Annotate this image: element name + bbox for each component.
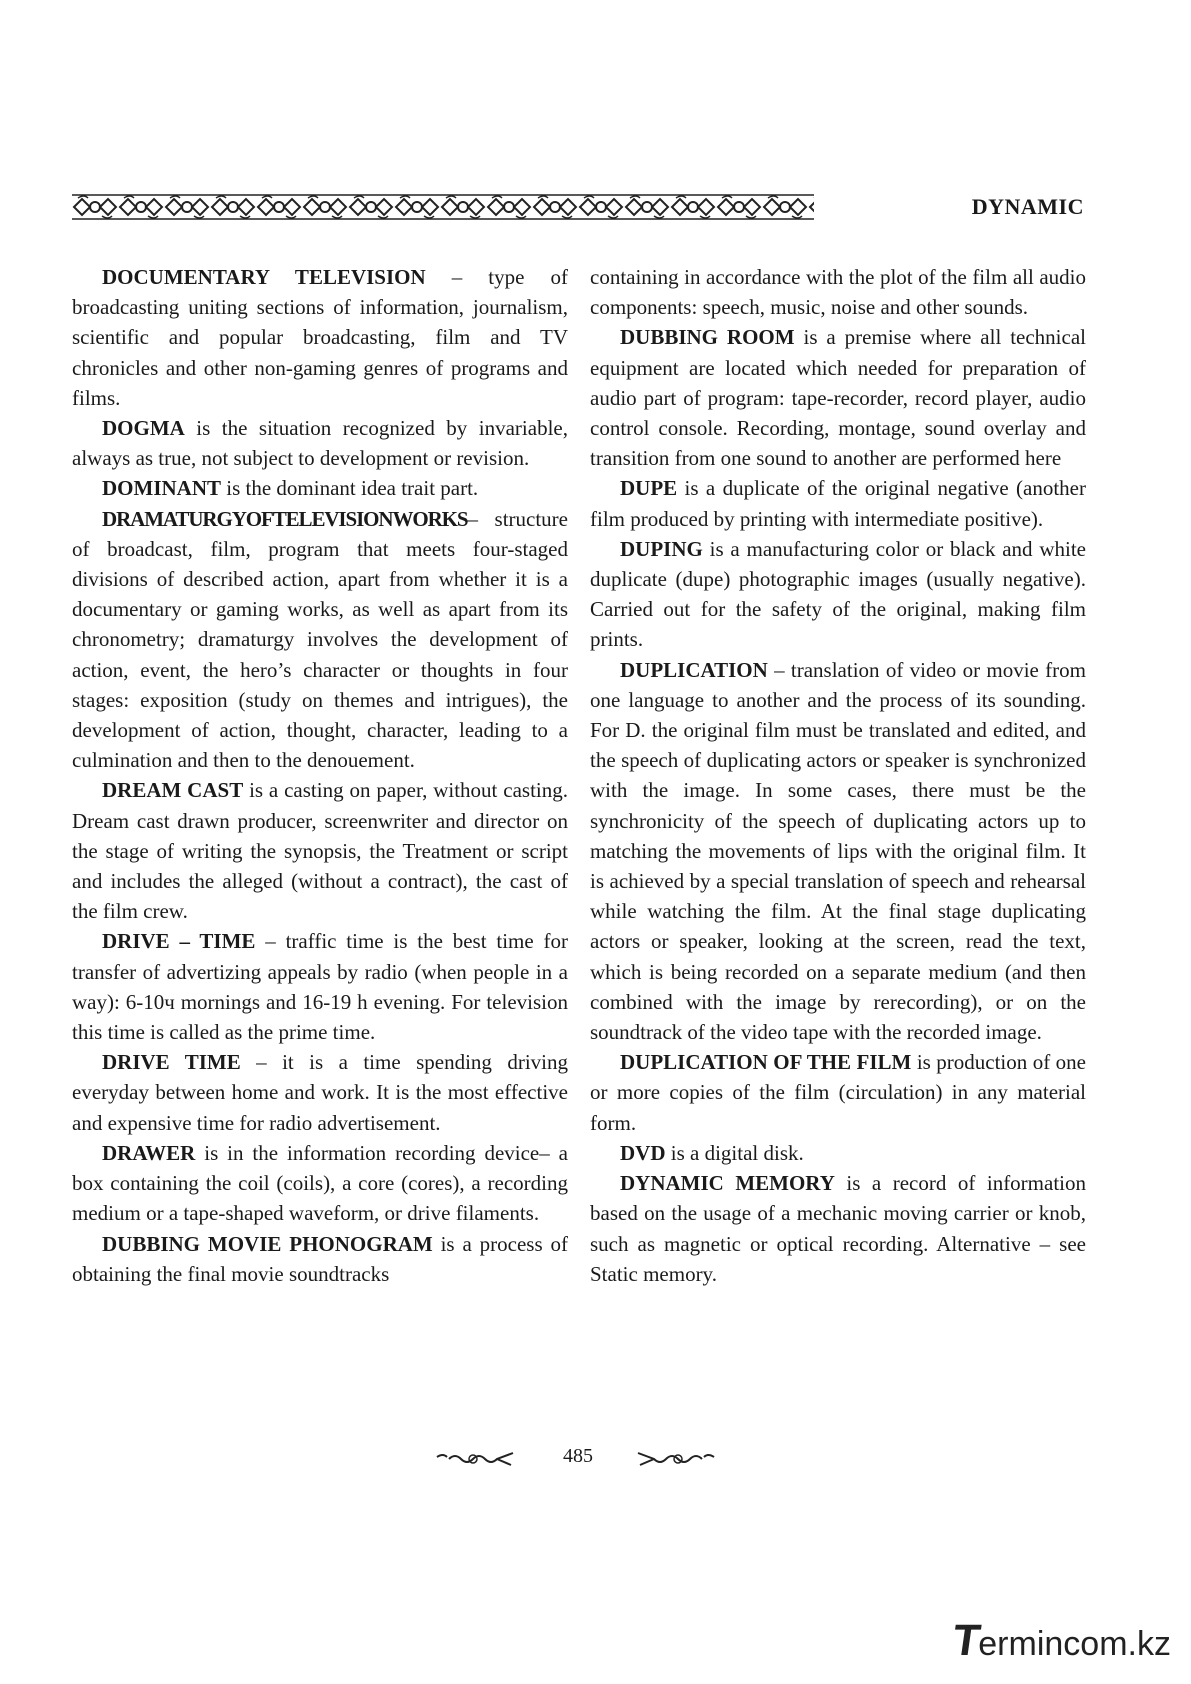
entry-term: DOMINANT: [102, 476, 221, 501]
running-head: DYNAMIC: [971, 194, 1084, 219]
entry-duplication-of-the-film: [590, 1047, 1086, 1138]
entry-drawer: [72, 1138, 568, 1229]
entry-definition: – it is a time spending driving everyday between home and work. It is the most effective and expensive time for radio advertisement.: [72, 1050, 568, 1135]
entry-dream-cast: [72, 775, 568, 926]
entry-term: DUBBING MOVIE PHONOGRAM: [102, 1231, 433, 1256]
entry-term: DRAMATURGYOFTELEVISIONWORKS: [102, 506, 468, 531]
entry-definition: is a digital disk.: [665, 1140, 804, 1165]
flourish-right-icon: [636, 1449, 716, 1469]
left-column: [72, 262, 568, 1289]
watermark-text-1: erminc: [978, 1625, 1081, 1663]
entry-definition: is a record of information based on the usage of a mechanic moving carrier or knob, such as magnetic or optical recording. Alternative – see Static memory.: [590, 1171, 1086, 1286]
entry-dubbing-room: [590, 322, 1086, 473]
entry-term: DVD: [620, 1140, 666, 1165]
entry-term: DRIVE TIME: [102, 1050, 241, 1075]
entry-definition: is production of one or more copies of the film (circulation) in any material form.: [590, 1050, 1087, 1135]
entry-dupe: [590, 473, 1086, 533]
entry-duping: [590, 534, 1086, 655]
entry-dvd: [590, 1138, 1086, 1168]
watermark-initial: T: [950, 1616, 984, 1665]
entry-duplication: [590, 655, 1086, 1048]
entry-definition: – structure of broadcast, film, program that meets four-staged divisions of described action, apart from whether it is a documentary or gaming works, as well as apart from its chronometry; dramaturgy involves the development of action, event, the hero’s character or thoughts in four stages: exposition (study on themes and intrigues), the development of action, thought, character, leading to a culmination and then to the denouement.: [72, 506, 568, 773]
entry-definition: is a process of obtaining the final movie soundtracks: [72, 1231, 568, 1286]
entry-definition: is a manufacturing color or black and white duplicate (dupe) photographic images (usually negative). Carried out for the safety of the original, making film prints.: [590, 536, 1086, 652]
entry-term: DUPING: [620, 536, 703, 561]
entry-definition: is the situation recognized by invariable, always as true, not subject to development or revision.: [72, 416, 568, 471]
entry-definition: is a duplicate of the original negative (another film produced by printing with intermediate positive).: [590, 476, 1086, 531]
entry-term: DRIVE – TIME: [102, 929, 256, 954]
flourish-left-icon: [435, 1449, 515, 1469]
entry-dogma: [72, 413, 568, 473]
entry-term: DUPE: [620, 476, 678, 501]
entry-continuation: [590, 262, 1086, 322]
entry-term: DYNAMIC MEMORY: [620, 1171, 835, 1196]
entry-definition: is a premise where all technical equipment are located which needed for preparation of audio part of program: tape-recorder, record player, audio control console. Recording, montage, sound overlay and transition from one sound to another are performed here: [590, 325, 1086, 471]
entry-term: DUPLICATION OF THE FILM: [620, 1050, 912, 1075]
entry-term: DUPLICATION: [620, 657, 768, 682]
entry-definition: containing in accordance with the plot of the film all audio components: speech, music, noise and other sounds.: [590, 265, 1086, 320]
entry-definition: – translation of video or movie from one language to another and the process of its sounding. For D. the original film must be translated and edited, and the speech of duplicating actors or speaker is synchronized with the image. In some cases, there must be the synchronicity of the speech of duplicating actors up to matching the movements of lips with the original film. It is achieved by a special translation of speech and rehearsal while watching the film. At the final stage duplicating actors or speaker, looking at the screen, read the text, which is being recorded on a separate medium (and then combined with the image by rerecording), or on the soundtrack of the video tape with the recorded image.: [590, 657, 1086, 1045]
entry-dynamic-memory: [590, 1168, 1086, 1289]
watermark-logo: [950, 1616, 1171, 1666]
entry-drive-time-traffic: [72, 926, 568, 1047]
ornament-band-icon: [72, 194, 814, 220]
entry-definition: is a casting on paper, without casting. Dream cast drawn producer, screenwriter and director on the stage of writing the synopsis, the Treatment or script and includes the alleged (without a contract), the cast of the film crew.: [72, 778, 568, 924]
page-number: 485: [563, 1445, 593, 1467]
entry-definition: is in the information recording device– a box containing the coil (coils), a core (cores), a recording medium or a tape-shaped waveform, or drive filaments.: [72, 1140, 568, 1226]
entry-definition: – type of broadcasting uniting sections of information, journalism, scientific and popular broadcasting, film and TV chronicles and other non-gaming genres of programs and films.: [72, 265, 568, 410]
entry-drive-time: [72, 1047, 568, 1138]
entry-term: DOGMA: [102, 416, 185, 441]
entry-documentary-television: [72, 262, 568, 413]
entry-term: DOCUMENTARY TELEVISION: [102, 265, 426, 289]
entry-term: DUBBING ROOM: [620, 325, 795, 350]
entry-definition: – traffic time is the best time for transfer of advertizing appeals by radio (when people in a way): 6-10ч mornings and 16-19 h evening. For television this time is called as the prime time.: [72, 929, 568, 1045]
watermark-text-2: m.kz: [1099, 1625, 1171, 1663]
entry-term: DRAWER: [102, 1140, 196, 1165]
page-header: [72, 190, 1084, 224]
entry-dominant: [72, 473, 568, 503]
page-footer: [0, 1445, 1191, 1475]
watermark-circle: o: [1080, 1625, 1100, 1663]
entry-dubbing-movie-phonogram: [72, 1229, 568, 1289]
right-column: [590, 262, 1086, 1289]
entry-term: DREAM CAST: [102, 778, 244, 803]
entry-dramaturgy: [72, 504, 568, 776]
entry-definition: is the dominant idea trait part.: [221, 476, 479, 501]
